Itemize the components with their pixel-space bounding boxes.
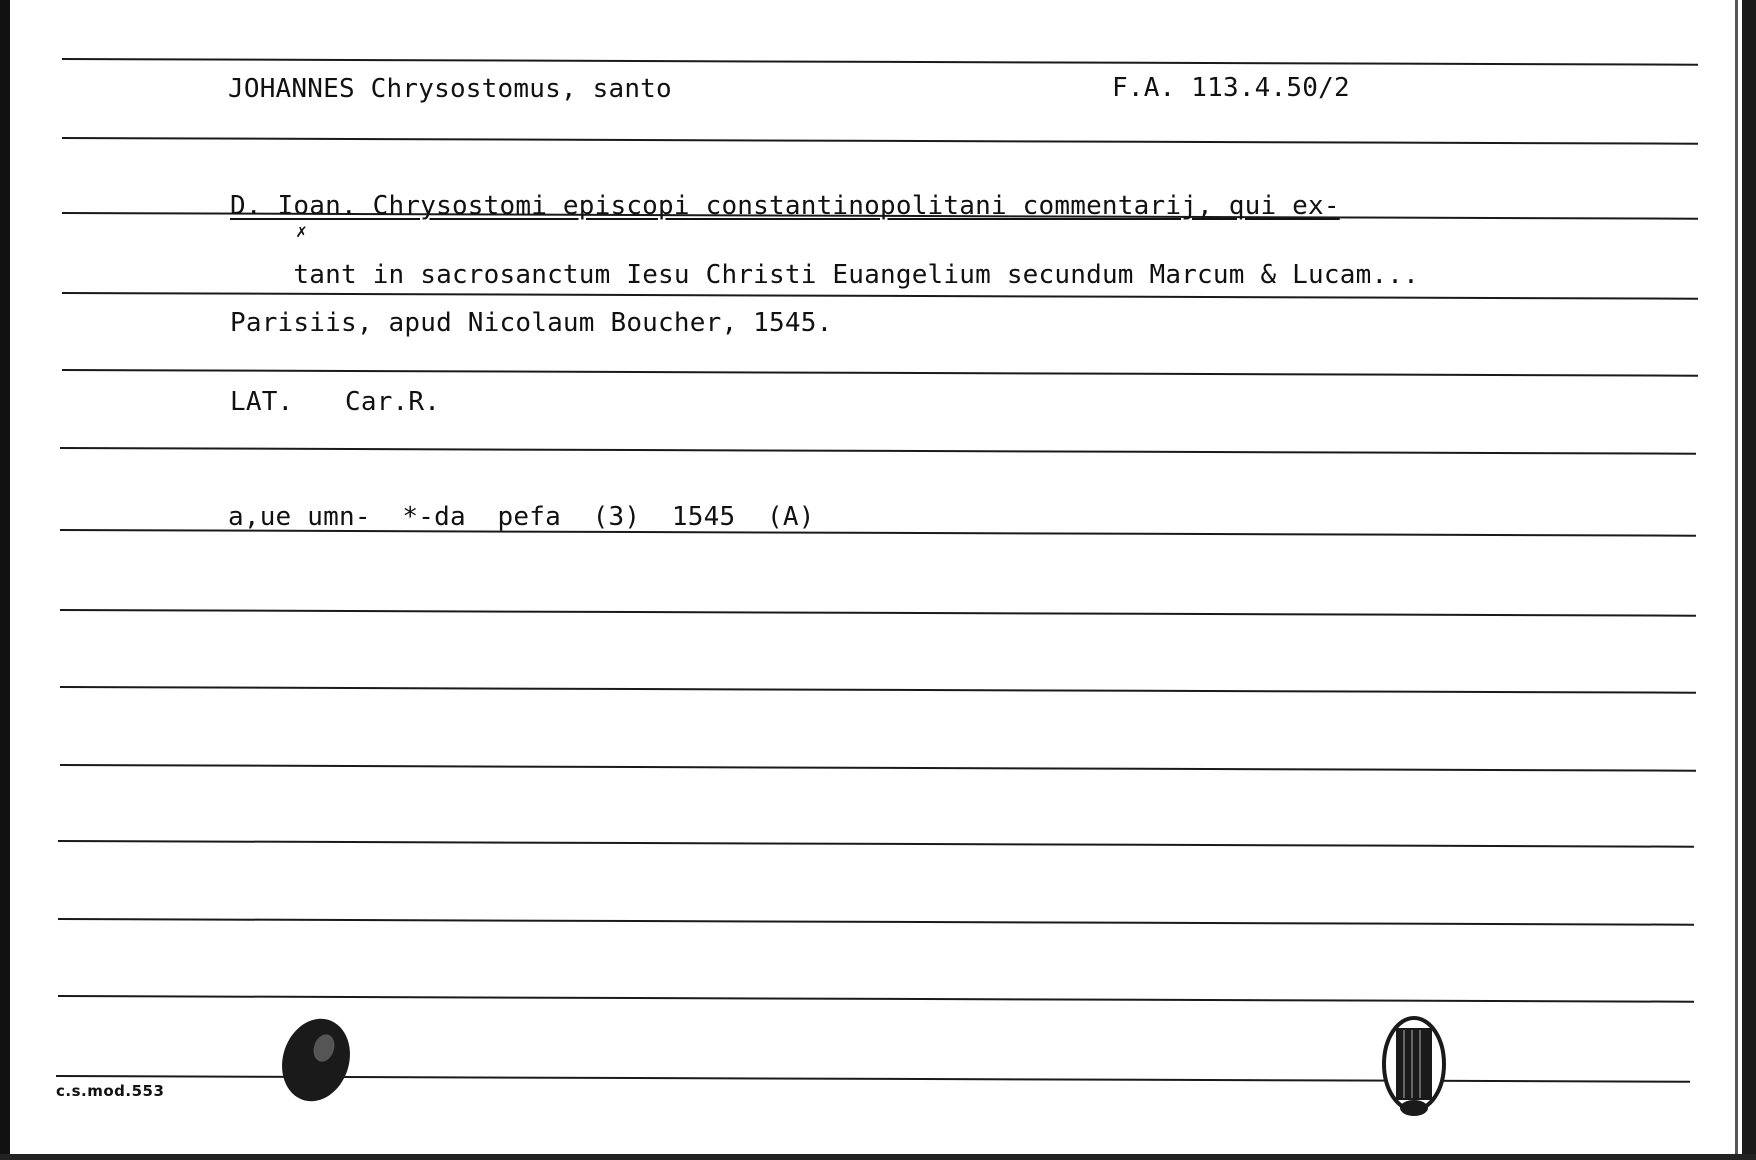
- card-edge-left: [0, 0, 10, 1160]
- ruled-line: [60, 609, 1696, 617]
- title-line-1: D. Ioan. Chrysostomi episcopi constantinopolitani commentarij, qui ex-: [230, 191, 1340, 221]
- imprint: Parisiis, apud Nicolaum Boucher, 1545.: [230, 308, 833, 338]
- language: LAT.: [230, 387, 294, 417]
- ruled-line: [62, 137, 1698, 145]
- fingerprint: a,ue umn- *-da pefa (3) 1545 (A): [228, 502, 815, 532]
- ruled-line: [60, 686, 1696, 694]
- ruled-line: [58, 918, 1694, 926]
- insert-mark: ✗: [296, 221, 308, 242]
- punch-hole-left: [276, 1014, 356, 1110]
- punch-hole-right: [1376, 1012, 1452, 1120]
- form-code: c.s.mod.553: [56, 1082, 165, 1100]
- ruled-line: [62, 58, 1698, 66]
- card-edge-bottom: [0, 1154, 1756, 1160]
- title-line-2: [230, 230, 1419, 320]
- ruled-line: [58, 840, 1694, 848]
- card-edge-right-inner: [1735, 0, 1738, 1160]
- cataloguer: Car.R.: [345, 387, 441, 417]
- card-edge-right: [1742, 0, 1756, 1160]
- ruled-line: [58, 995, 1694, 1003]
- shelfmark: F.A. 113.4.50/2: [1112, 73, 1350, 103]
- title-line-2-text: tant in sacrosanctum Iesu Christi Euangelium secundum Marcum & Lucam...: [293, 260, 1420, 290]
- ruled-line: [60, 764, 1696, 772]
- ruled-line: [60, 447, 1696, 455]
- author-heading: JOHANNES Chrysostomus, santo: [228, 74, 672, 104]
- ruled-line: [62, 369, 1698, 377]
